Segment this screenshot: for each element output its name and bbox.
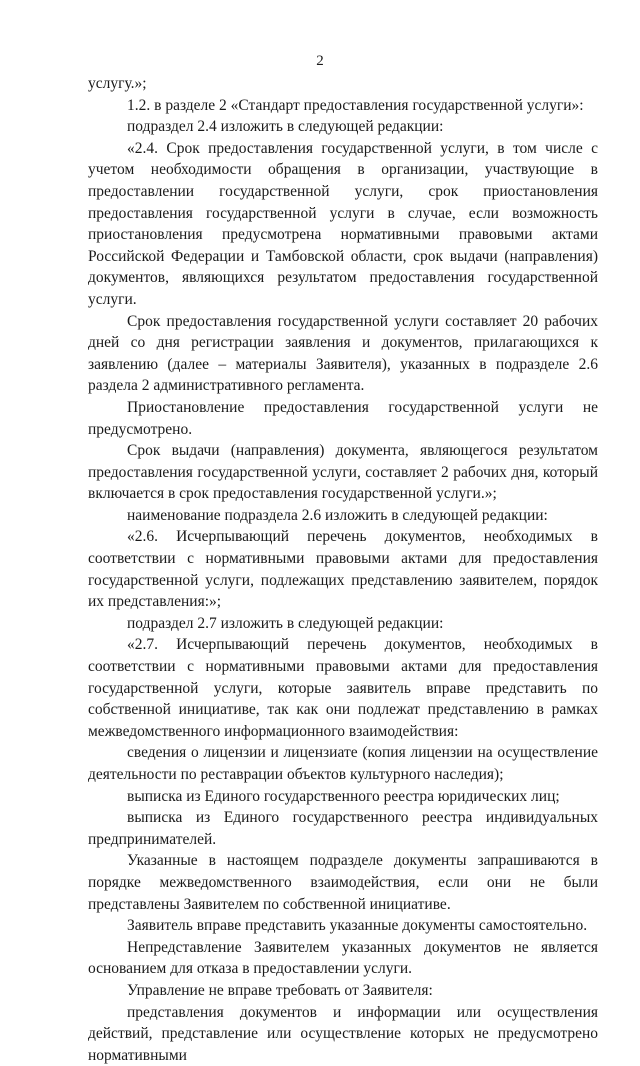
paragraph: Приостановление предоставления государственной услуги не предусмотрено.	[88, 398, 598, 438]
paragraph: «2.7. Исчерпывающий перечень документов, необходимых в соответствии с нормативными правовыми актами для предоставления государственной услуги, которые заявитель вправе представить по собственной инициативе, так как они подлежат представлению в рамках межведомственного информационного взаимодействия:	[88, 636, 598, 740]
paragraph: представления документов и информации или осуществления действий, представление или осуществление которых не предусмотрено нормативными	[88, 1003, 598, 1064]
paragraph: Непредставление Заявителем указанных документов не является основанием для отказа в предоставлении услуги.	[88, 938, 598, 978]
paragraph: Заявитель вправе представить указанные документы самостоятельно.	[127, 917, 588, 935]
paragraph: наименование подраздела 2.6 изложить в следующей редакции:	[127, 506, 548, 524]
page-number: 2	[316, 53, 324, 69]
paragraph: Указанные в настоящем подразделе документы запрашиваются в порядке межведомственного взаимодействия, если они не были представлены Заявителем по собственной инициативе.	[88, 852, 598, 913]
paragraph: подраздел 2.4 изложить в следующей редакции:	[127, 118, 444, 136]
paragraph: Управление не вправе требовать от Заявителя:	[127, 981, 433, 999]
paragraph: «2.4. Срок предоставления государственной услуги, в том числе с учетом необходимости обращения в организации, участвующие в предоставлении государственной услуги, срок приостановления предоставления государственной услуги в случае, если возможность приостановления предусмотрена нормативными правовыми актами Российской Федерации и Тамбовской области, срок выдачи (направления) документов, являющихся результатом предоставления государственной услуги.	[88, 139, 598, 308]
paragraph: выписка из Единого государственного реестра индивидуальных предпринимателей.	[88, 809, 598, 848]
paragraph: услугу.»;	[88, 75, 147, 92]
paragraph: выписка из Единого государственного реестра юридических лиц;	[127, 787, 560, 805]
paragraph: Срок предоставления государственной услуги составляет 20 рабочих дней со дня регистрации заявления и документов, прилагающихся к заявлению (далее – материалы Заявителя), указанных в подразделе 2.6 раздела 2 административного регламента.	[88, 312, 598, 395]
paragraph: подраздел 2.7 изложить в следующей редакции:	[127, 614, 444, 632]
paragraph: сведения о лицензии и лицензиате (копия лицензии на осуществление деятельности по реставрации объектов культурного наследия);	[88, 744, 598, 783]
paragraph: 1.2. в разделе 2 «Стандарт предоставления государственной услуги»:	[127, 96, 584, 114]
paragraph: «2.6. Исчерпывающий перечень документов, необходимых в соответствии с нормативными правовыми актами для предоставления государственной услуги, подлежащих представлению заявителем, порядок их представления:»;	[88, 528, 598, 611]
paragraph: Срок выдачи (направления) документа, являющегося результатом предоставления государственной услуги, составляет 2 рабочих дня, который включается в срок предоставления государственной услуги.»;	[88, 442, 598, 503]
document-body	[88, 73, 598, 1066]
